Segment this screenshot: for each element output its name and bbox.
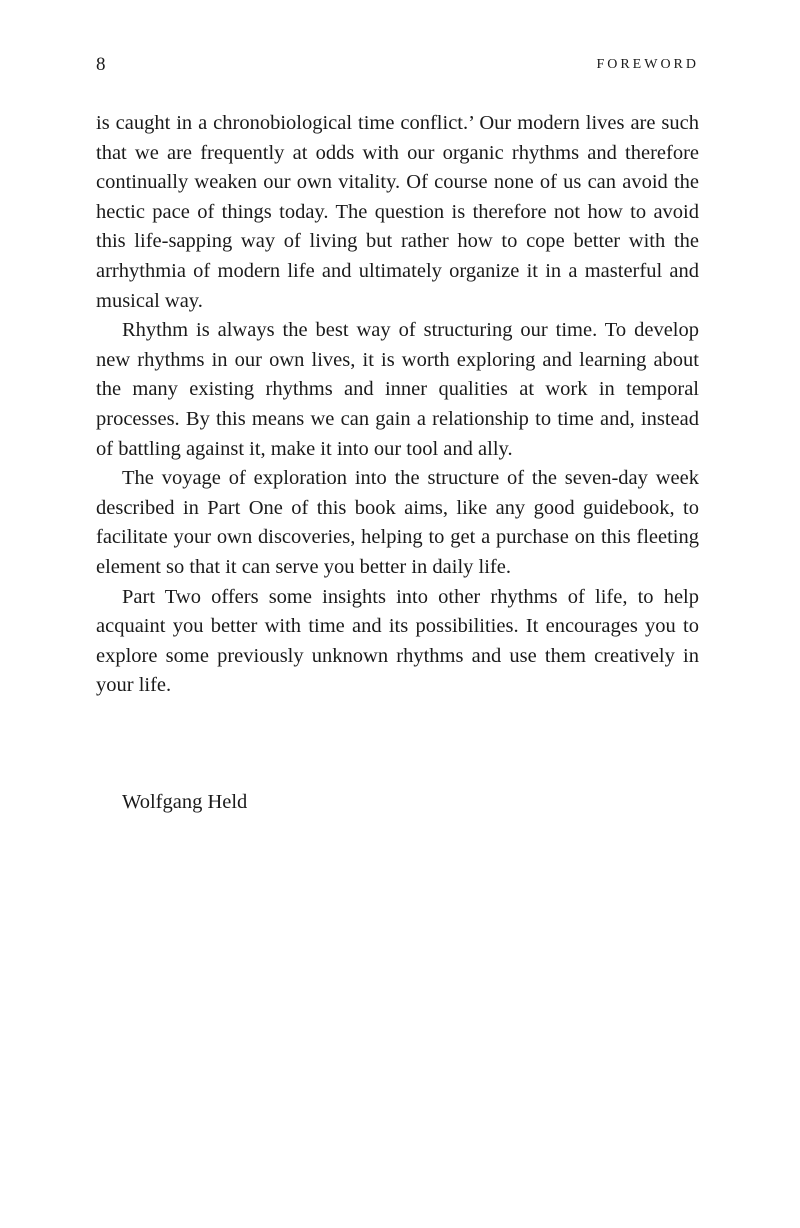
author-signature: Wolfgang Held [122, 791, 248, 813]
page-number: 8 [96, 54, 106, 75]
paragraph-rhythm: Rhythm is always the best way of structuring our time. To develop new rhythms in our own lives, it is worth exploring and learning about the many existing rhythms and inner qualities at work in temporal processes. By this means we can gain a relationship to time and, instead of battling against it, make it into our tool and ally. [96, 319, 699, 460]
body-text [96, 109, 699, 701]
paragraph-continued: is caught in a chronobiological time conflict.’ Our modern lives are such that we are frequently at odds with our organic rhythms and therefore continually weaken our own vitality. Of course none of us can avoid the hectic pace of things today. The question is therefore not how to avoid this life-sapping way of living but rather how to cope better with the arrhythmia of modern life and ultimately organize it in a masterful and musical way. [96, 112, 699, 312]
paragraph-part-two: Part Two offers some insights into other rhythms of life, to help acquaint you better with time and its possibilities. It encourages you to explore some previously unknown rhythms and use them creatively in your life. [96, 585, 699, 697]
running-head [96, 52, 699, 78]
paragraph-part-one: The voyage of exploration into the structure of the seven-day week described in Part One of this book aims, like any good guidebook, to facilitate your own discoveries, helping to get a purchase on this fleeting element so that it can serve you better in daily life. [96, 467, 699, 578]
section-title: FOREWORD [596, 57, 699, 72]
